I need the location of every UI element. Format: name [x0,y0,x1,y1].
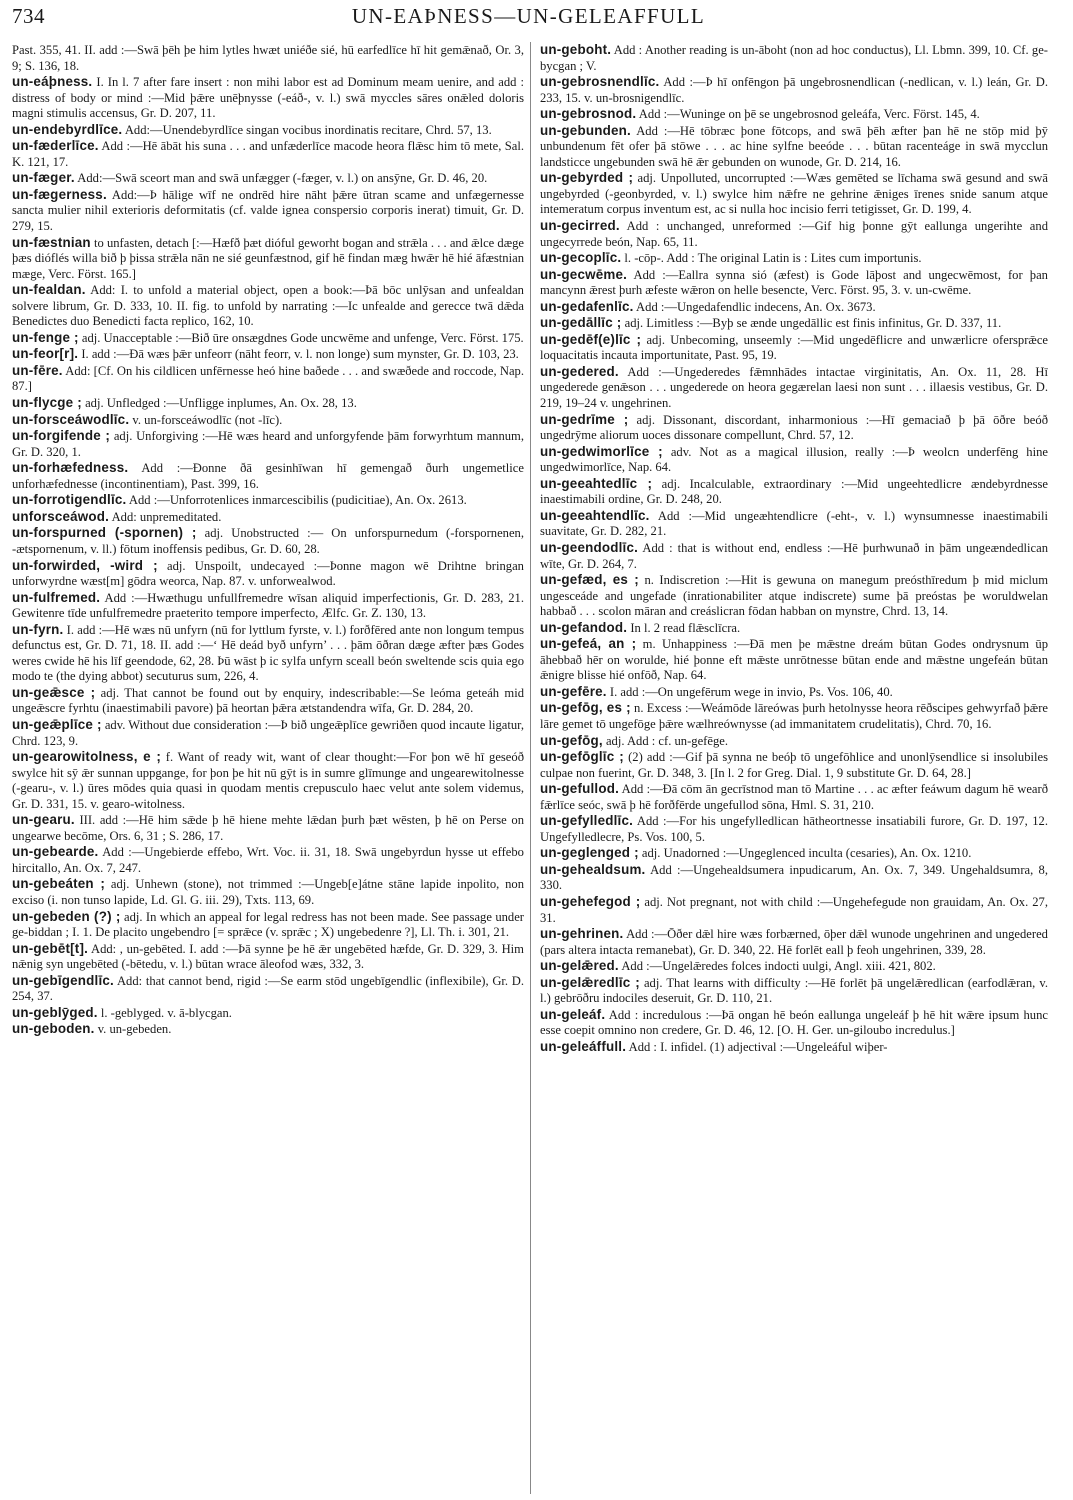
entry-body: Add : I. infidel. (1) adjectival :—Ungeleáful wiþer- [628,1039,888,1054]
dictionary-entry [540,1007,1048,1039]
entry-headword: un-gefullod. [540,781,620,797]
entry-body: adj. Incalculable, extraordinary :—Mid ungeehtedlicre ændebyrdnesse inaestimabili ordine, Gr. D. 248, 20. [540,476,1048,507]
entry-body: I. add :—Ðā wæs þǣr unfeorr (nāht feorr, v. l. non longe) sum mynster, Gr. D. 103, 23. [81,347,519,362]
entry-headword: un-fealdan. [12,282,86,298]
entry-headword: un-gebrosnendlīc. [540,74,660,90]
entry-headword: un-gecwēme. [540,266,628,282]
entry-headword: un-fægerness. [12,186,107,202]
entry-headword: un-geboht. [540,42,612,57]
entry-headword: un-gehealdsum. [540,861,646,877]
dictionary-entry [540,958,1048,975]
running-title: UN-EAÞNESS—UN-GELEAFFULL [351,4,706,28]
entry-body: adj. Not pregnant, not with child :—Ungehefegude non grauidam, An. Ox. 27, 31. [540,894,1048,925]
entry-body: v. un-gebeden. [97,1022,172,1037]
column-divider [530,42,531,1494]
entry-body: Add :—Unforrotenlices inmarcescibilis (pudicitiae), An. Ox. 2613. [128,493,467,508]
entry-headword: un-gefylledlīc. [540,813,634,829]
entry-headword: un-forhæfedness. [12,460,129,476]
dictionary-entry [540,572,1048,620]
dictionary-entry [12,1021,524,1038]
entry-headword: un-gearowitolness, e ; [12,749,162,765]
entry-body: adj. Dissonant, discordant, inharmonious :—Hī gemaciað þ þā ōðre beóð ungedrȳme aliorum uoces dissonare compellunt, Chrd. 57, 12. [540,412,1048,443]
entry-headword: un-geleáf. [540,1006,606,1022]
dictionary-entry [12,558,524,590]
entry-body: adj. In which an appeal for legal redress has not been made. See passage under ge-biddan ; I. 1. De placito ungebendro [= sprǣce (v. sprǣc ; X) ungebedenre ?], Ll. Th. i. 301, 21. [12,909,524,940]
entry-headword: un-gefeá, an ; [540,636,637,652]
dictionary-entry [540,332,1048,364]
dictionary-entry [12,282,524,330]
entry-headword: un-forgifende ; [12,428,111,444]
entry-body: adj. Unfledged :—Unfligge inplumes, An. Ox. 28, 13. [85,396,357,411]
entry-headword: un-geboden. [12,1021,95,1037]
entry-body: to unfasten, detach [:—Hæfð þæt dióful geworht bogan and strǣla . . . and ǣlce dæge þæs dióflés willa bið þ þissa strǣla nān ne sié geunfæstnod, gif hē findan mæg hwǣr hē hié āfæstnian mæge, Verc. Först. 165.] [12,235,524,281]
entry-body: Add :—Ungelǣredes folces indocti uulgi, Angl. xiii. 421, 802. [621,959,936,974]
entry-headword: un-gebunden. [540,122,631,138]
entry-body: Add :—Wuninge on þē se ungebrosnod geleáfa, Verc. Först. 145, 4. [638,107,980,122]
entry-body: III. add :—Hē him sǣde þ hē hiene mehte lǣdan þurh þæt wēsten, þ hē on Perse on ungearwe becōme, Ors. 6, 31 ; S. 286, 17. [12,813,524,843]
entry-headword: un-gebeáten ; [12,876,106,892]
entry-headword: un-gedafenlīc. [540,298,634,314]
entry-headword: un-gebēt[t]. [12,940,89,956]
dictionary-entry [12,590,524,622]
dictionary-entry [12,74,524,122]
dictionary-entry [540,444,1048,476]
entry-body: n. Indiscretion :—Hit is gewuna on manegum preósthīredum þ mid miclum ungesceáde and ungefade (inrationabiliter atque indiscrete) sume þā preóstas þe woruldwelan habbað . . . scolon māran and creáslicran fōdan habban on mynstre, Chrd. 13, 14. [540,573,1048,619]
dictionary-entry [12,187,524,235]
page-number: 734 [12,4,45,28]
dictionary-entry [12,412,524,429]
dictionary-entry [540,733,1048,750]
entry-body: In l. 2 read flǣsclīcra. [630,620,741,635]
entry-body: adj. That learns with difficulty :—Hē forlēt þā ungelǣredlican (earfodlǣran, v. l.) gebrōðru indociles deseruit, Gr. D. 110, 21. [540,975,1048,1006]
entry-body: l. -cōp-. Add : The original Latin is : Lites cum importunis. [624,251,922,266]
dictionary-entry [540,894,1048,926]
entry-headword: un-endebyrdlīce. [12,121,123,137]
entry-headword: un-geleáffull. [540,1038,627,1054]
dictionary-entry [540,123,1048,171]
entry-headword: un-gefōglīc ; [540,749,624,765]
entry-headword: un-forwirded, -wird ; [12,557,158,573]
entry-body: v. un-forsceáwodlīc (not -līc). [132,412,283,427]
dictionary-entry [12,685,524,717]
dictionary-entry [12,812,524,844]
entry-headword: un-gedered. [540,363,619,379]
entry-body: Add : Another reading is un-āboht (non ad hoc conductus), Ll. Lbmn. 399, 10. Cf. ge-bycgan ; V. [540,43,1048,73]
entry-headword: un-feor[r]. [12,346,79,362]
dictionary-entry [12,170,524,187]
entry-body: Add: , un-gebēted. I. add :—Þā synne þe hē ǣr ungebēted hæfde, Gr. D. 329, 3. Him nǣnig syn ungebēted (-bētedu, v. l.) būtan wrace āleofod wæs, 332, 3. [12,941,524,972]
entry-headword: un-fyrn. [12,621,64,637]
dictionary-entry [540,845,1048,862]
dictionary-entry [12,42,524,74]
entry-body: adj. Unbecoming, unseemly :—Mid ungedēflicre and unwærlicre ofersprǣce loquacitatis incauta importunitate, Past. 95, 19. [540,332,1048,363]
entry-body: adj. Unacceptable :—Bið ūre onsægdnes Gode uncwēme and unfenge, Verc. Först. 175. [81,330,524,345]
entry-headword: un-gehrinen. [540,926,624,942]
entry-headword: un-gelǣred. [540,958,619,974]
dictionary-entry [540,299,1048,316]
entry-headword: un-gebīgendlīc. [12,972,114,988]
dictionary-entry [12,941,524,973]
dictionary-entry [540,250,1048,267]
entry-body: Add :—Mid ungeæhtendlicre (-eht-, v. l.) wynsumnesse inaestimabili suavitate, Gr. D. 282, 21. [540,508,1048,539]
dictionary-entry [12,622,524,685]
entry-body: I. add :—On ungefērum wege in invio, Ps. Vos. 106, 40. [609,684,893,699]
dictionary-entry [540,813,1048,845]
dictionary-entry [540,170,1048,218]
entry-body: Add :—Ðonne ðā gesinhīwan hī gemengað ðurh ungemetlice unforhæfednesse (incontinentiam), Past. 399, 16. [12,461,524,491]
entry-headword: un-gefōg, es ; [540,700,631,716]
entry-headword: un-gefæd, es ; [540,572,639,588]
dictionary-entry [540,620,1048,637]
entry-body: adj. Unhewn (stone), not trimmed :—Ungeb[e]átne stāne lapide inpolito, non exciso (i. non tunso lapide, Ld. Gl. G. iii. 29), Txts. 113, 69. [12,877,524,907]
dictionary-entry [12,876,524,908]
dictionary-entry [540,540,1048,572]
dictionary-entry [540,749,1048,781]
entry-body: m. Unhappiness :—Ðā men þe mǣstne dreám būtan Godes ondrysnum ūp āhebbað hēr on worulde, hié þonne eft mǣste unrōtnesse būtan ende and mǣstne ungefeán būtan ǣnigre blisse hié onfōð, Nap. 64. [540,637,1048,683]
entry-headword: un-gecirred. [540,218,620,234]
entry-body: Add :—Ungedafendlic indecens, An. Ox. 3673. [636,299,876,314]
dictionary-entry [540,74,1048,106]
right-column [540,42,1048,1494]
entry-headword: un-geǣsce ; [12,684,96,700]
dictionary-entry [12,1005,524,1022]
entry-headword: un-eáþness. [12,74,93,90]
entry-body: l. -geblyged. v. ā-blycgan. [100,1005,232,1020]
entry-body: Add :—Ðā cōm ān gecrīstnod man tō Martine . . . ac æfter feáwum dagum hē wearð fǣrlīce seóc, swā þ hē forðfērde ungefullod sōna, Hml. S. 31, 210. [540,782,1048,812]
dictionary-entry [12,363,524,395]
entry-body: I. add :—Hē wæs nū unfyrn (nū for lyttlum fyrste, v. l.) forðfēred ante non longum tempus defunctus est, Gr. D. 71, 18. II. add :—‘ Hē deád byð unfyrn’ . . . þām ōðran dæge æfter þæs Godes weres cwide hē his līf geendode, 62, 28. Þū wāst þ ic sylfa unfyrn sceall beón sweltende scis quia ego modo te (the dying abbot) secuturus sum, 226, 4. [12,622,524,684]
running-header [12,2,1045,32]
dictionary-entry [540,684,1048,701]
entry-body: f. Want of ready wit, want of clear thought:—For þon wē hī geseóð swylce hit sȳ ǣr sunnan uppgange, for þon þe hit nū gȳt is in sumre glīmunge and ungearewitolnesse (-gearu-, v. l.) ūres mōdes quia quasi in quodam mentis crepusculo haec velut ante solem videmus, Gr. D. 331, 15. v. gearo-witolness. [12,750,524,811]
entry-headword: un-gelǣredlīc ; [540,974,640,990]
dictionary-entry [12,525,524,557]
entry-body: adv. Not as a magical illusion, really :—Þ weolcn underfēng hine ungedwimorlīce, Nap. 64. [540,444,1048,475]
dictionary-entry [540,315,1048,332]
entry-body: Add :—Ungederedes fǣmnhādes intactae virginitatis, An. Ox. 11, 28. Hī ungederede genǣson . . . ungederede on heora gegærelan laesi non sunt . . . illaesis vestibus, Gr. D. 219, 19–24 v. ungehrinen. [540,364,1048,411]
entry-body: Add : incredulous :—Þā ongan hē beón eallunga ungeleáf þ hē hit wǣre ipsum hunc esse coepit omnino non credere, Gr. D. 46, 12. [O. H. Ger. un-giloubo incredulus.] [540,1007,1048,1038]
entry-body: I. In l. 7 after fare insert : non mihi labor est ad Dominum meam uenire, and add : distress of body or mind :—Mid þǣre unēþnysse (-eáð-, v. l.) swā myccles sāres onǣled doloris magni stimulis accensus, Gr. D. 207, 11. [12,75,524,121]
entry-body: Add :—Þ hī onfēngon þā ungebrosnendlican (-nedlican, v. l.) leán, Gr. D. 233, 15. v. un-brosnigendlīc. [540,75,1048,105]
dictionary-entry [540,364,1048,412]
dictionary-entry [540,926,1048,958]
dictionary-entry [12,492,524,509]
entry-headword: un-gedāllīc ; [540,315,622,331]
entry-headword: un-gefōg, [540,732,603,748]
dictionary-entry [540,636,1048,684]
entry-body: Add :—Eallra synna sió (æfest) is Gode lāþost and ungecwēmost, for þan mancynn ǣrest þurh æfeste wǣron on helle besencte, Verc. Först. 95, 3. v. un-cwēme. [540,267,1048,298]
entry-body: adj. Unspoilt, undecayed :—Þonne magon wē Drihtne bringan unforwyrdne wæst[m] gōdra weorca, Nap. 87. v. unforwealwod. [12,558,524,589]
entry-headword: un-gefandod. [540,619,628,635]
dictionary-entry [540,781,1048,813]
entry-headword: un-forspurned (-spornen) ; [12,525,197,541]
entry-body: Add: unpremeditated. [111,509,222,524]
entry-headword: un-gebeden (?) ; [12,908,121,924]
entry-body: Add : unchanged, unreformed :—Gif hig þonne gȳt eallunga ungerihte and ungecyrrede beón, Nap. 65, 11. [540,219,1048,249]
entry-headword: un-fenge ; [12,329,79,345]
entry-body: adj. Add : cf. un-gefēge. [605,733,728,748]
entry-body: adv. Without due consideration :—Þ bið ungeǣplīce gewriðen quod incaute ligatur, Chrd. 123, 9. [12,717,524,748]
entry-headword: un-gearu. [12,812,75,828]
entry-body: Add:—Þ hālige wīf ne ondrēd hire nāht þǣre ūtran scame and unfægernesse sancta mulier nihil exterioris deformitatis (cf. valde ignea conspersio corporis inerat) timuit, Gr. D. 279, 15. [12,187,524,234]
entry-body: Add :—Ungehealdsumera inpudicarum, An. Ox. 7, 349. Ungehaldsumra, 8, 330. [540,862,1048,893]
entry-headword: un-geeahtedlīc ; [540,475,653,491]
dictionary-entry [12,909,524,941]
dictionary-entry [12,717,524,749]
entry-body: adj. That cannot be found out by enquiry, indescribable:—Se leóma geteáh mid ungeǣscre fyrhtu (inaestimabili pavore) þā heortan þǣra ætstandendra wīfa, Gr. D. 284, 20. [12,685,524,716]
entry-body: Add: that cannot bend, rigid :—Se earm stōd ungebīgendlic (inflexibile), Gr. D. 254, 37. [12,973,524,1004]
dictionary-entry [540,267,1048,299]
entry-body: adj. Unpolluted, uncorrupted :—Wæs gemēted se līchama swā gesund and swā ungebyrded (-geonbyrded, v. l.) swylce him nǣfre ne gehrine ǣniges īrenes snide sanum atque intemeratum corpus inventum est, ac si nulla hoc incisio ferri tetigisset, Gr. D. 199, 4. [540,171,1048,217]
entry-headword: unforsceáwod. [12,508,110,524]
entry-body: adj. Unforgiving :—Hē wæs heard and unforgyfende þām forwyrhtum mannum, Gr. D. 320, 1. [12,429,524,459]
dictionary-entry [540,42,1048,74]
entry-headword: un-flycge ; [12,395,82,411]
entry-headword: un-forsceáwodlīc. [12,411,130,427]
dictionary-entry [540,975,1048,1007]
entry-body: Add :—Hē tōbræc þone fōtcops, and swā þēh æfter þan hē ne stōp mid þȳ unbundenum fēt ofer þā stōwe . . . ac hine sylfne beeóde . . . būtan racenteáge in swā mycclun landsticce ungebunden swā hē ǣr gebunden on wunode, Gr. D. 214, 16. [540,123,1048,169]
dictionary-entry [540,218,1048,250]
dictionary-entry [12,428,524,460]
dictionary-entry [12,973,524,1005]
entry-headword: un-gebrosnod. [540,106,637,122]
entry-headword: un-geblȳged. [12,1004,98,1020]
entry-body: (2) add :—Gif þā synna ne beóþ tō ungefōhlice and unonlȳsendlice si insolubiles culpae non fuerint, Gr. D. 348, 3. [In l. 2 for Greg. Dial. 1, 9 substitute Gr. D. 64, 28.] [540,750,1048,780]
entry-body: Past. 355, 41. II. add :—Swā þēh þe him lytles hwæt uniéðe sié, hū earfedlīce hī hit gemǣnað, Or. 3, 9; S. 136, 18. [12,43,524,73]
entry-body: Add :—Ungebierde effebo, Wrt. Voc. ii. 31, 18. Swā ungebyrdun hysse ut effebo hircitallo, An. Ox. 7, 247. [12,845,524,875]
dictionary-entry [540,862,1048,894]
entry-headword: un-geǣplīce ; [12,716,102,732]
entry-headword: un-fæstnian [12,234,91,250]
entry-headword: un-gebearde. [12,844,99,860]
dictionary-entry [12,509,524,526]
dictionary-entry [12,330,524,347]
dictionary-entry [12,235,524,283]
entry-headword: un-gehefegod ; [540,893,641,909]
entry-body: n. Excess :—Weámōde lāreówas þurh hetolnysse heora rēðscipes gehwyrfað þǣre lāre gemet tō ungefōge þǣre wælhreównysse (ad immanitatem crudelitatis), Chrd. 70, 16. [540,701,1048,731]
dictionary-entry [12,460,524,492]
entry-headword: un-gedwimorlīce ; [540,443,663,459]
entry-body: Add : that is without end, endless :—Hē þurhwunað in þām ungeændedlican wīte, Gr. D. 264, 7. [540,540,1048,571]
entry-headword: un-geglenged ; [540,845,639,861]
entry-body: adj. Unadorned :—Ungeglenced inculta (cesaries), An. Ox. 1210. [641,846,972,861]
entry-body: Add :—Hwæthugu unfullfremedre wīsan aliquid imperfectionis, Gr. D. 283, 21. Gewitenre tīde unfulfremedre praeterito tempore imperfecto, Ælfc. Gr. Z. 130, 13. [12,590,524,621]
dictionary-entry [540,476,1048,508]
dictionary-entry [12,138,524,170]
entry-headword: un-gedēf(e)līc ; [540,331,642,347]
dictionary-entry [540,508,1048,540]
entry-headword: un-geendodlīc. [540,539,639,555]
entry-body: Add :—For his ungefylledlican hātheortnesse insatiabili furore, Gr. D. 197, 12. Ungefylledlecre, Ps. Vos. 100, 5. [540,814,1048,844]
entry-body: Add:—Swā sceort man and swā unfægger (-fæger, v. l.) on ansȳne, Gr. D. 46, 20. [77,171,488,186]
entry-headword: un-forrotigendlīc. [12,492,127,508]
entry-body: Add:—Unendebyrdlīce singan vocibus inordinatis recitare, Chrd. 57, 13. [124,122,492,137]
dictionary-entry [540,700,1048,732]
entry-headword: un-gedrīme ; [540,411,629,427]
entry-body: Add: [Cf. On his cildlicen unfērnesse heó hine baðede . . . and swæðede and roccode, Nap. 87.] [12,363,524,394]
entry-headword: un-gebyrded ; [540,170,634,186]
dictionary-entry [540,412,1048,444]
entry-headword: un-fēre. [12,362,63,378]
entry-body: Add :—Hē ābāt his suna . . . and unfæderlīce macode heora flǣsc him tō mete, Sal. K. 121, 17. [12,139,524,169]
entry-headword: un-gecoplīc. [540,250,622,266]
left-column [12,42,524,1494]
entry-headword: un-gefēre. [540,683,607,699]
dictionary-entry [12,395,524,412]
dictionary-entry [540,1039,1048,1056]
entry-headword: un-fæderlīce. [12,138,99,154]
entry-headword: un-geeahtendlīc. [540,507,650,523]
entry-body: Add :—Ōðer dǣl hire wæs forbærned, ōþer dǣl wunode ungehrinen and ungedered (pars altera intacta remanebat), Gr. D. 340, 22. Hē forlēt eall þ feoh ungehrinen, 339, 28. [540,927,1048,957]
entry-body: Add: I. to unfold a material object, open a book:—Þā bōc unlȳsan and unfealdan solvere librum, Gr. D. 333, 10. II. fig. to unfold by narrating :—Ic unfealde and gerecce twā dǣda Benedictes duo Benedicti facta replico, 162, 10. [12,283,524,329]
dictionary-entry [12,122,524,139]
entry-body: adj. Unobstructed :— On unforspurnedum (-forspornenen, -ætspornenum, v. ll.) fōtum inoffensis pedibus, Gr. D. 60, 28. [12,526,524,556]
dictionary-entry [540,106,1048,123]
dictionary-entry [12,844,524,876]
dictionary-entry [12,749,524,812]
entry-body: adj. Limitless :—Byþ se ænde ungedāllic est finis infinitus, Gr. D. 337, 11. [624,316,1002,331]
entry-headword: un-fæger. [12,170,75,186]
dictionary-entry [12,346,524,363]
entry-headword: un-fulfremed. [12,589,101,605]
